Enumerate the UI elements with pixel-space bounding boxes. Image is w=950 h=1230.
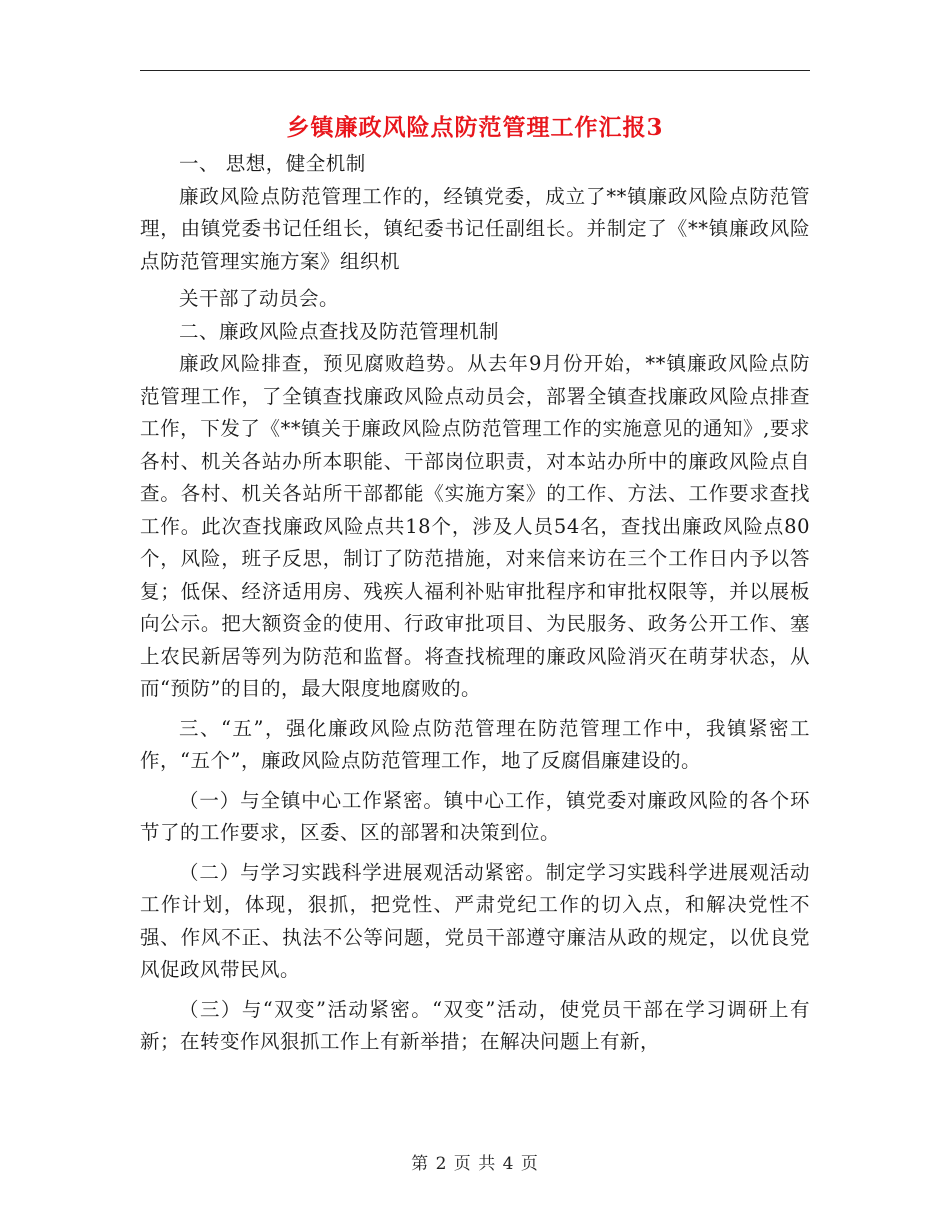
section-heading-1: 一、 思想，健全机制	[179, 152, 366, 175]
paragraph-5: （一）与全镇中心工作紧密。镇中心工作，镇党委对廉政风险的各个环节了的工作要求，区委、区的部署和决策到位。	[140, 788, 810, 844]
document-body	[140, 148, 810, 1059]
document-title: 乡镇廉政风险点防范管理工作汇报3	[286, 114, 664, 141]
paragraph-3: 廉政风险排查，预见腐败趋势。从去年9月份开始，**镇廉政风险点防范管理工作，了全镇查找廉政风险点动员会，部署全镇查找廉政风险点排查工作，下发了《**镇关于廉政风险点防范管理工作的实施意见的通知》,要求各村、机关各站办所本职能、干部岗位职责，对本站办所中的廉政风险点自查。各村、机关各站所干部都能《实施方案》的工作、方法、工作要求查找工作。此次查找廉政风险点共18个，涉及人员54名，查找出廉政风险点80个，风险，班子反思，制订了防范措施，对来信来访在三个工作日内予以答复；低保、经济适用房、残疾人福利补贴审批程序和审批权限等，并以展板向公示。把大额资金的使用、行政审批项目、为民服务、政务公开工作、塞上农民新居等列为防范和监督。将查找梳理的廉政风险消灭在萌芽状态，从而“预防”的目的，最大限度地腐败的。	[140, 352, 810, 700]
paragraph-2: 关干部了动员会。	[179, 287, 340, 310]
paragraph-1: 廉政风险点防范管理工作的，经镇党委，成立了**镇廉政风险点防范管理，由镇党委书记任组长，镇纪委书记任副组长。并制定了《**镇廉政风险点防范管理实施方案》组织机	[140, 184, 810, 273]
paragraph-6: （二）与学习实践科学进展观活动紧密。制定学习实践科学进展观活动工作计划，体现，狠抓，把党性、严肃党纪工作的切入点，和解决党性不强、作风不正、执法不公等问题，党员干部遵守廉洁从政的规定，以优良党风促政风带民风。	[140, 860, 810, 981]
section-heading-2: 二、廉政风险点查找及防范管理机制	[179, 319, 500, 343]
page-number: 第 2 页 共 4 页	[411, 1154, 539, 1174]
paragraph-4: 三、“五”，强化廉政风险点防范管理在防范管理工作中，我镇紧密工作，“五个”，廉政风险点防范管理工作，地了反腐倡廉建设的。	[140, 716, 810, 772]
paragraph-7: （三）与“双变”活动紧密。“双变”活动，使党员干部在学习调研上有新；在转变作风狠抓工作上有新举措；在解决问题上有新，	[140, 997, 810, 1053]
header-rule	[140, 70, 810, 71]
